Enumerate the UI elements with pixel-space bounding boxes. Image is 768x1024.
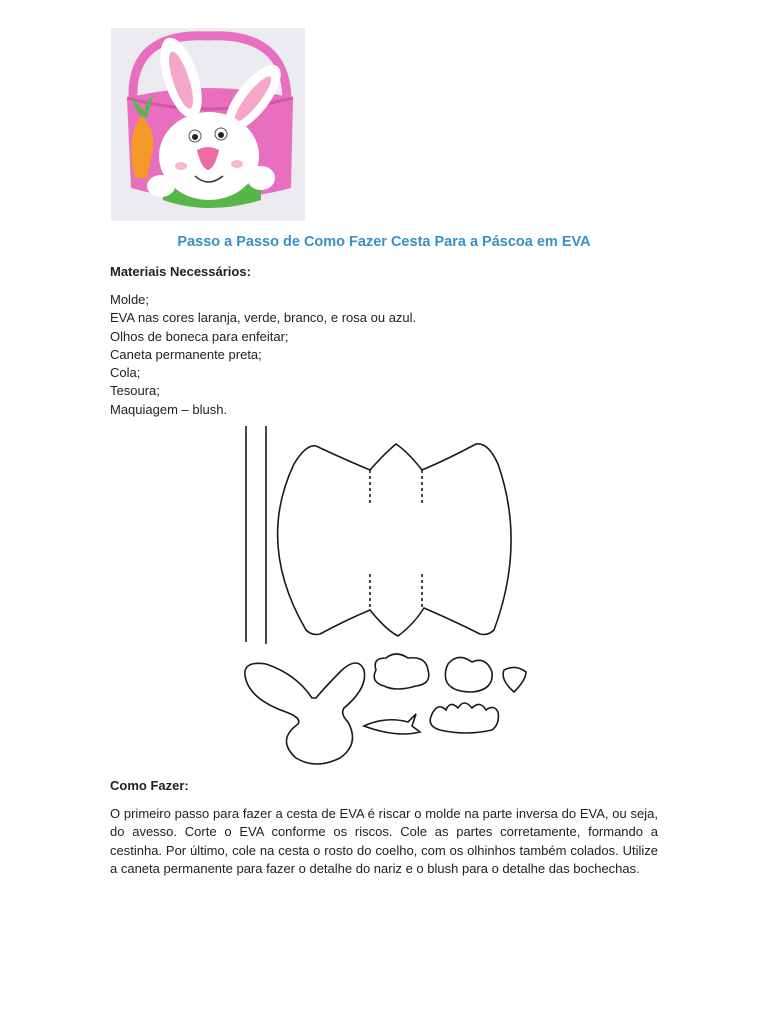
pattern-template-image <box>236 424 536 774</box>
list-item: Cola; <box>110 365 141 381</box>
list-item: Olhos de boneca para enfeitar; <box>110 328 289 344</box>
instructions-paragraph: O primeiro passo para fazer a cesta de EVA é riscar o molde na parte inversa do EVA, ou seja, do avesso. Corte o EVA conforme os riscos. Cole as partes corretamente, formando a cestinha. Por último, cole na cesta o rosto do coelho, com os olhinhos também colados. Utilize a caneta permanente para fazer o detalhe do nariz e o blush para o detalhe das bochechas. <box>110 806 658 877</box>
list-item: Caneta permanente preta; <box>110 346 262 362</box>
easter-basket-photo <box>111 28 305 221</box>
materials-heading: Materiais Necessários: <box>110 264 251 279</box>
list-item: EVA nas cores laranja, verde, branco, e rosa ou azul. <box>110 310 417 326</box>
page-title: Passo a Passo de Como Fazer Cesta Para a Páscoa em EVA <box>177 234 591 250</box>
list-item: Tesoura; <box>110 383 160 399</box>
materials-list <box>110 291 416 419</box>
how-to-heading: Como Fazer: <box>110 778 189 793</box>
list-item: Molde; <box>110 292 150 307</box>
list-item: Maquiagem – blush. <box>110 401 228 417</box>
